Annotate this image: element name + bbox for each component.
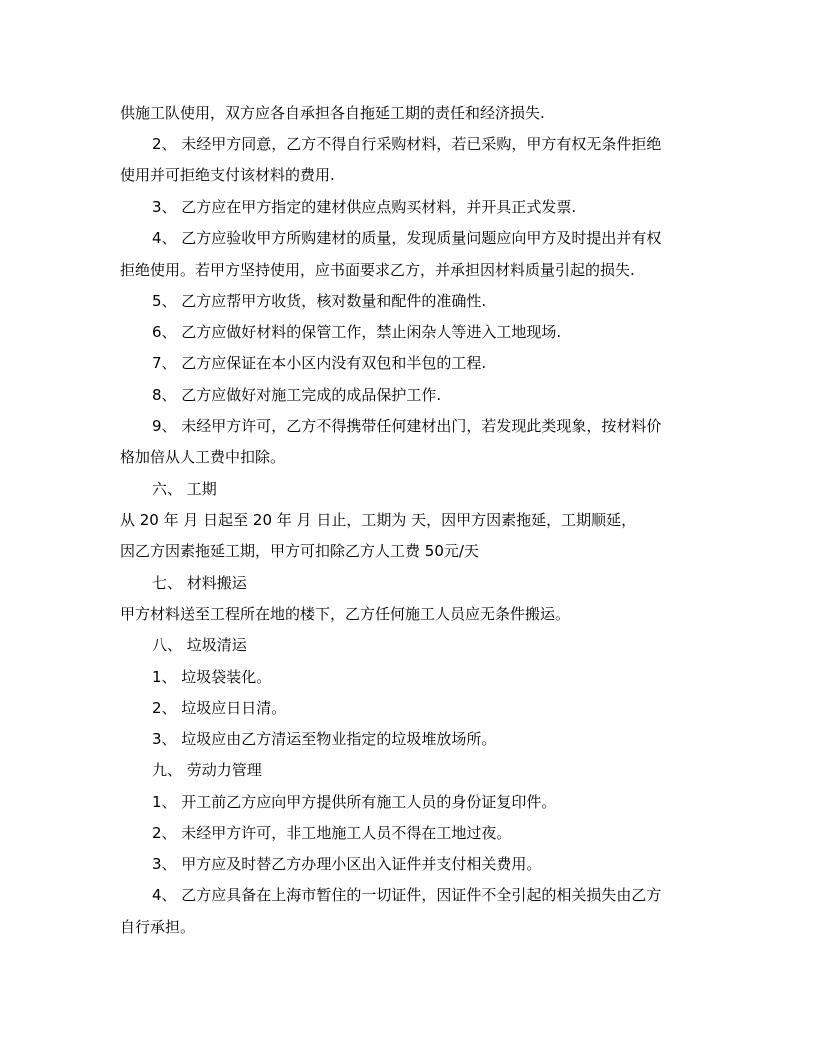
clause-5: 5、 乙方应帮甲方收货，核对数量和配件的准确性. xyxy=(152,292,487,310)
text-line: 格加倍从人工费中扣除。 xyxy=(120,448,286,466)
section-heading-labor: 九、 劳动力管理 xyxy=(152,761,262,779)
section-heading-material-transport: 七、 材料搬运 xyxy=(152,574,247,592)
text-line: 自行承担。 xyxy=(120,918,196,936)
text-line: 从 20 年 月 日起至 20 年 月 日止，工期为 天，因甲方因素拖延，工期顺延， xyxy=(120,511,637,529)
text-line: 供施工队使用，双方应各自承担各自拖延工期的责任和经济损失. xyxy=(120,104,545,122)
labor-item-1: 1、 开工前乙方应向甲方提供所有施工人员的身份证复印件。 xyxy=(152,793,557,811)
clause-3: 3、 乙方应在甲方指定的建材供应点购买材料，并开具正式发票. xyxy=(152,198,577,216)
section-heading-garbage: 八、 垃圾清运 xyxy=(152,636,247,654)
garbage-item-1: 1、 垃圾袋装化。 xyxy=(152,668,272,686)
text-line: 拒绝使用。若甲方坚持使用，应书面要求乙方，并承担因材料质量引起的损失. xyxy=(120,261,635,279)
text-line: 因乙方因素拖延工期，甲方可扣除乙方人工费 50元/天 xyxy=(120,542,479,560)
garbage-item-3: 3、 垃圾应由乙方清运至物业指定的垃圾堆放场所。 xyxy=(152,730,497,748)
clause-2: 2、 未经甲方同意，乙方不得自行采购材料，若已采购，甲方有权无条件拒绝 xyxy=(152,135,662,153)
labor-item-3: 3、 甲方应及时替乙方办理小区出入证件并支付相关费用。 xyxy=(152,855,542,873)
clause-7: 7、 乙方应保证在本小区内没有双包和半包的工程. xyxy=(152,354,487,372)
labor-item-4: 4、 乙方应具备在上海市暂住的一切证件，因证件不全引起的相关损失由乙方 xyxy=(152,886,662,904)
clause-8: 8、 乙方应做好对施工完成的成品保护工作. xyxy=(152,386,442,404)
section-heading-schedule: 六、 工期 xyxy=(152,480,217,498)
clause-9: 9、 未经甲方许可，乙方不得携带任何建材出门，若发现此类现象，按材料价 xyxy=(152,417,662,435)
text-line: 甲方材料送至工程所在地的楼下，乙方任何施工人员应无条件搬运。 xyxy=(120,605,571,623)
clause-4: 4、 乙方应验收甲方所购建材的质量，发现质量问题应向甲方及时提出并有权 xyxy=(152,229,662,247)
garbage-item-2: 2、 垃圾应日日清。 xyxy=(152,699,287,717)
clause-6: 6、 乙方应做好材料的保管工作，禁止闲杂人等进入工地现场. xyxy=(152,323,562,341)
text-line: 使用并可拒绝支付该材料的费用. xyxy=(120,166,335,184)
labor-item-2: 2、 未经甲方许可，非工地施工人员不得在工地过夜。 xyxy=(152,824,512,842)
